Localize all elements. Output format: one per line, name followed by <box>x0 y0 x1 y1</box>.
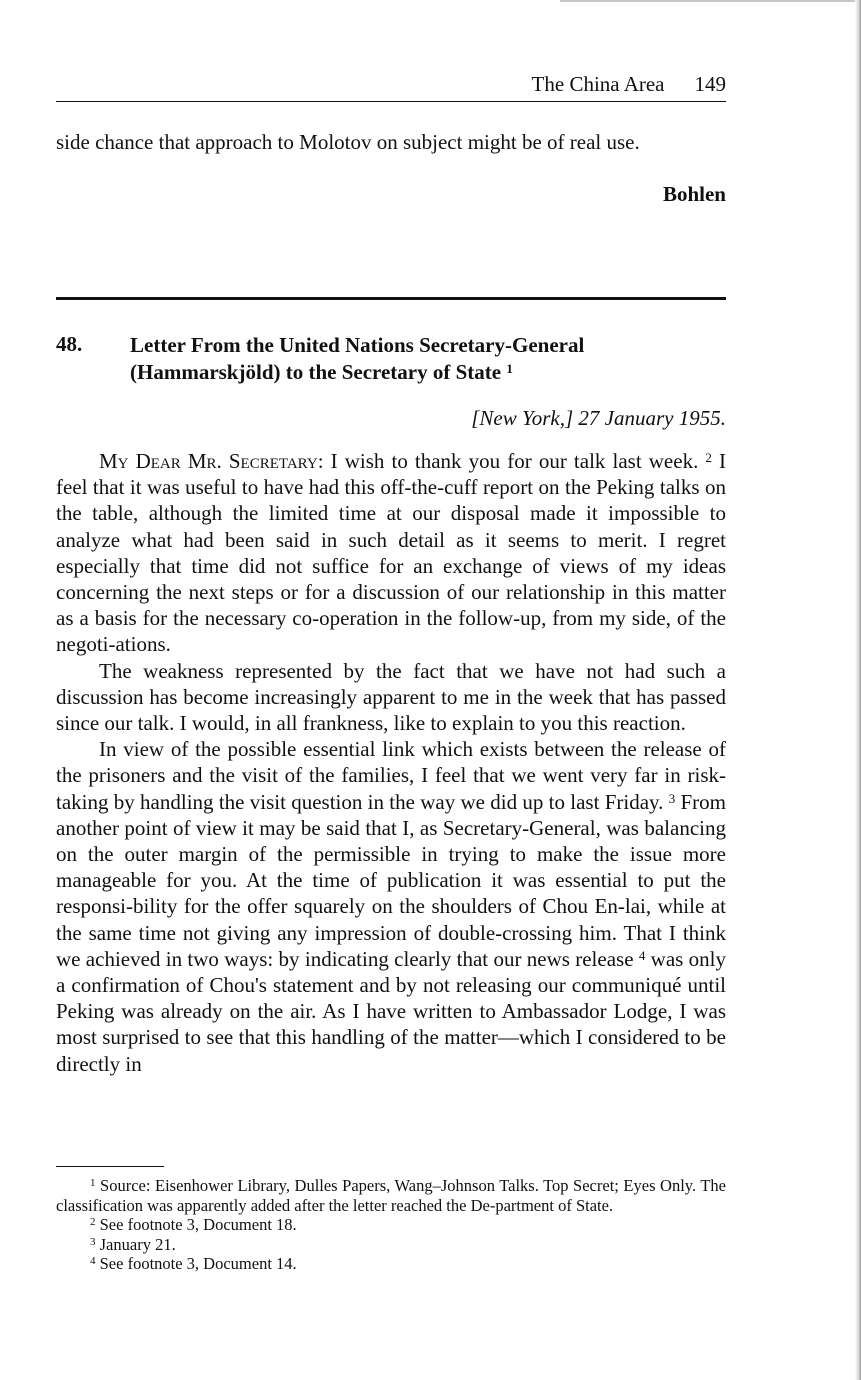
p1-text-2: I feel that it was useful to have had this off-the-cuff report on the Peking talks on the table, although the limited time at our disposal made it impossible to analyze what had been said in such detail as it seems to merit. I regret especially that time did not suffice for an exchange of views of my ideas concerning the next steps or for a discussion of our relationship in this matter as a basis for the necessary co-operation in the follow-up, from my side, of the negoti-ations. <box>56 449 726 657</box>
header-rule <box>56 101 726 102</box>
p3-text-2: From another point of view it may be said that I, as Secretary-General, was balancing on the outer margin of the permissible in trying to make the issue more manageable for you. At the time of publication it was essential to put the responsi-bility for the offer squarely on the shoulders of Chou En-lai, while at the same time not giving any impression of double-crossing him. That I think we achieved in two ways: by indicating clearly that our news release <box>56 789 726 971</box>
document-title-line1: Letter From the United Nations Secretary-General <box>130 333 585 357</box>
footnote-ref-3: 3 <box>668 790 676 806</box>
footnote-1 <box>56 1176 726 1215</box>
footnote-mark: 3 <box>90 1235 96 1248</box>
p1-text-1: I wish to thank you for our talk last week. <box>323 449 699 473</box>
footnote-text: See footnote 3, Document 14. <box>95 1254 297 1274</box>
footnotes <box>56 1176 726 1274</box>
footnote-text: Source: Eisenhower Library, Dulles Papers, Wang–Johnson Talks. Top Secret; Eyes Only. The classification was apparently added after the letter reached the De-partment of State. <box>56 1176 726 1215</box>
running-head-section: The China Area <box>531 72 665 96</box>
title-footnote-ref: 1 <box>506 360 513 376</box>
page-number: 149 <box>694 72 726 96</box>
page-top-edge <box>560 0 861 2</box>
footnote-mark: 2 <box>90 1216 96 1229</box>
footnote-4 <box>56 1254 726 1274</box>
footnote-mark: 4 <box>90 1255 96 1268</box>
footnote-text: See footnote 3, Document 18. <box>95 1215 297 1235</box>
footnote-rule <box>56 1166 164 1167</box>
footnote-text: January 21. <box>95 1234 176 1254</box>
letter-paragraph-3 <box>56 736 726 1077</box>
document-separator-rule <box>56 297 726 300</box>
document-number: 48. <box>56 332 83 356</box>
document-title-line2: (Hammarskjöld) to the Secretary of State <box>130 359 502 384</box>
footnote-ref-4: 4 <box>638 947 646 963</box>
running-head <box>56 72 726 100</box>
letter-paragraph-1 <box>56 448 726 658</box>
p3-text-1: In view of the possible essential link which exists between the release of the prisoners and the visit of the families, I feel that we went very far in risk-taking by handling the visit question in the way we did up to last Friday. <box>56 737 726 814</box>
signature: Bohlen <box>662 182 726 206</box>
page-binding-edge <box>855 0 861 1380</box>
closing-paragraph: side chance that approach to Molotov on subject might be of real use. <box>56 130 640 154</box>
p3-text-3: was only a confirmation of Chou's statement and by not releasing our communiqué until Peking was already on the air. As I have written to Ambassador Lodge, I was most surprised to see that this handling of the matter—which I considered to be directly in <box>56 946 726 1076</box>
footnote-2 <box>56 1215 726 1235</box>
footnote-mark: 1 <box>90 1177 96 1189</box>
document-title <box>130 332 690 385</box>
footnote-ref-2: 2 <box>705 450 712 465</box>
previous-document-closing <box>56 129 726 155</box>
letter-paragraph-2: The weakness represented by the fact that we have not had such a discussion has become increasingly apparent to me in the week that has passed since our talk. I would, in all frankness, like to explain to you this reaction. <box>56 658 726 736</box>
salutation: My Dear Mr. Secretary: <box>99 449 324 473</box>
footnote-3 <box>56 1235 726 1255</box>
letter-body <box>56 448 726 1077</box>
dateline: [New York,] 27 January 1955. <box>471 406 726 430</box>
